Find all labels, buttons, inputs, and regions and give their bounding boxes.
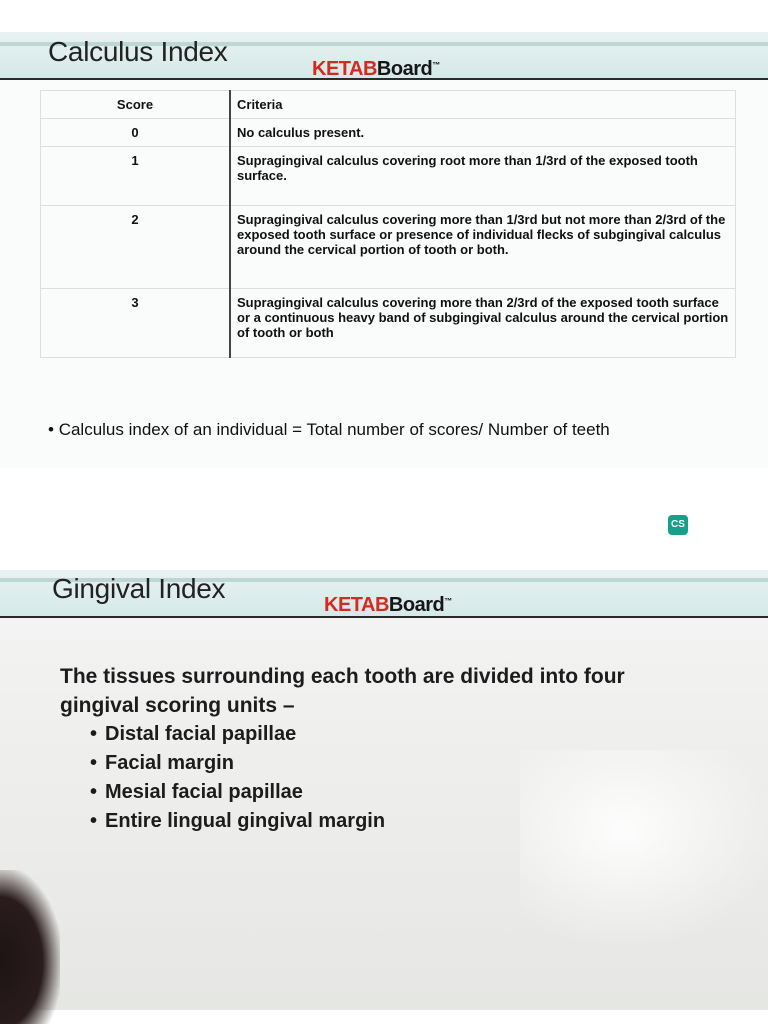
header-criteria: Criteria xyxy=(230,91,736,119)
score-cell: 2 xyxy=(41,206,231,289)
brand-part2: Board xyxy=(376,58,433,80)
brand-tm: ™ xyxy=(444,596,452,606)
table-row xyxy=(41,119,736,147)
list-item: • Facial margin xyxy=(90,749,700,778)
table-row xyxy=(41,289,736,358)
slide-title: Gingival Index xyxy=(52,573,226,604)
camscanner-badge: CS xyxy=(668,515,688,535)
header-score: Score xyxy=(41,91,231,119)
slide-title: Calculus Index xyxy=(48,36,228,67)
table-row xyxy=(41,147,736,206)
brand-part2: Board xyxy=(388,594,445,616)
brand-logo xyxy=(312,58,440,81)
bullet-icon: • xyxy=(48,420,59,439)
brand-logo xyxy=(324,594,452,617)
gingival-index-slide xyxy=(0,570,768,1010)
list-item: • Distal facial papillae xyxy=(90,720,700,749)
brand-tm: ™ xyxy=(432,60,440,70)
score-cell: 3 xyxy=(41,289,231,358)
photo-shadow xyxy=(0,870,60,1024)
calculus-table xyxy=(40,90,736,358)
brand-part1: KETAB xyxy=(312,58,377,80)
formula-bullet xyxy=(48,420,610,440)
scoring-units-list xyxy=(60,720,700,836)
criteria-cell: Supragingival calculus covering more than 1/3rd but not more than 2/3rd of the exposed tooth surface or presence of individual flecks of subgingival calculus around the cervical portion of tooth or both. xyxy=(230,206,736,289)
score-cell: 0 xyxy=(41,119,231,147)
table-row xyxy=(41,206,736,289)
criteria-cell: Supragingival calculus covering root more than 1/3rd of the exposed tooth surface. xyxy=(230,147,736,206)
formula-text: Calculus index of an individual = Total number of scores/ Number of teeth xyxy=(58,420,610,439)
table-header-row xyxy=(41,91,736,119)
calculus-index-slide xyxy=(0,32,768,468)
list-item: • Entire lingual gingival margin xyxy=(90,807,700,836)
intro-text: The tissues surrounding each tooth are divided into four gingival scoring units – xyxy=(60,665,625,717)
score-cell: 1 xyxy=(41,147,231,206)
criteria-cell: No calculus present. xyxy=(230,119,736,147)
brand-part1: KETAB xyxy=(324,594,389,616)
gingival-content xyxy=(60,662,700,836)
list-item: • Mesial facial papillae xyxy=(90,778,700,807)
criteria-cell: Supragingival calculus covering more than 2/3rd of the exposed tooth surface or a continuous heavy band of subgingival calculus around the cervical portion of tooth or both xyxy=(230,289,736,358)
